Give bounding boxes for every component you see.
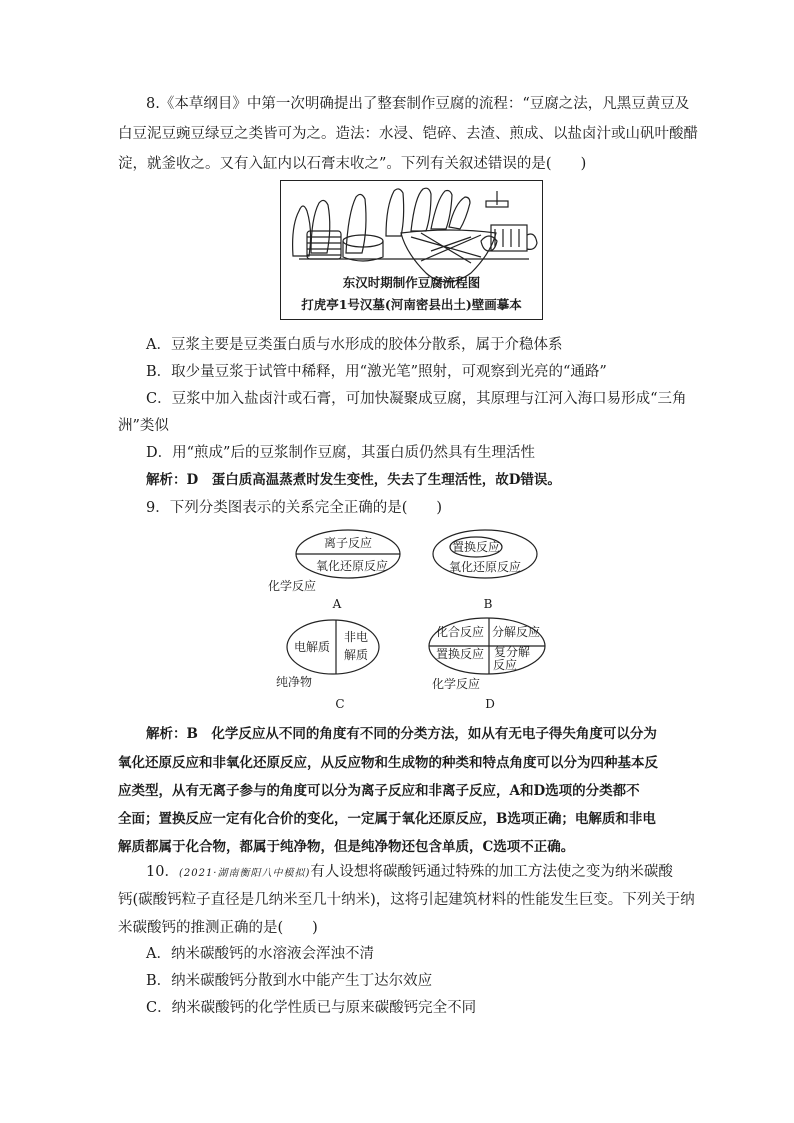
q8-option-c-line1: C．豆浆中加入盐卤汁或石膏，可加快凝聚成豆腐，其原理与江河入海口易形成“三角 [146, 391, 687, 407]
diagram-c-left-label: 电解质 [293, 640, 331, 654]
q8-analysis: 解析：D 蛋白质高温蒸煮时发生变性，失去了生理活性，故D错误。 [146, 472, 561, 488]
q10-stem-line2: 钙(碳酸钙粒子直径是几纳米至几十纳米)，这将引起建筑材料的性能发生巨变。下列关于纳 [118, 892, 695, 908]
diagram-c-outer-label: 纯净物 [276, 675, 313, 689]
q10-option-b: B．纳米碳酸钙分散到水中能产生丁达尔效应 [146, 973, 433, 989]
diagram-d-outer-label: 化学反应 [432, 677, 481, 691]
q10-stem-line1 [146, 862, 706, 884]
q10-source: (2021·湖南衡阳八中模拟) [178, 868, 311, 879]
diagram-c-letter: C [335, 697, 345, 711]
diagram-d-bl-label: 置换反应 [435, 647, 485, 661]
diagram-b-letter: B [483, 597, 493, 611]
q8-stem-line3: 淀，就釜收之。又有入缸内以石膏末收之”。下列有关叙述错误的是( ) [118, 156, 587, 172]
diagram-b-inner-label: 置换反应 [451, 540, 501, 554]
q9-stem: 9．下列分类图表示的关系完全正确的是( ) [146, 500, 443, 516]
diagram-d-letter: D [485, 697, 495, 711]
tofu-mural-figure [280, 180, 543, 320]
q9-analysis-line5: 解质都属于化合物，都属于纯净物，但是纯净物还包含单质，C选项不正确。 [118, 839, 575, 855]
figure-caption-source: 打虎亭1号汉墓(河南密县出土)壁画摹本 [301, 297, 522, 312]
classification-diagrams [250, 528, 570, 718]
q8-option-d: D．用“煎成”后的豆浆制作豆腐，其蛋白质仍然具有生理活性 [146, 445, 535, 461]
q10-stem-line3: 米碳酸钙的推测正确的是( ) [118, 920, 318, 936]
q10-stem-text: 有人设想将碳酸钙通过特殊的加工方法使之变为纳米碳酸 [310, 864, 673, 880]
q8-stem-line1: 8.《本草纲目》中第一次明确提出了整套制作豆腐的流程：“豆腐之法，凡黑豆黄豆及 [146, 96, 690, 112]
diagram-d-br-label2: 反应 [492, 658, 518, 672]
diagram-a-outer-label: 化学反应 [268, 579, 317, 593]
q8-stem-line2: 白豆泥豆豌豆绿豆之类皆可为之。造法：水浸、铠碎、去渣、煎成、以盐卤汁或山矾叶酸醋 [118, 126, 698, 142]
q9-analysis-line4: 全面；置换反应一定有化合价的变化，一定属于氧化还原反应，B选项正确；电解质和非电 [118, 811, 656, 827]
q9-analysis-line1: 解析：B 化学反应从不同的角度有不同的分类方法，如从有无电子得失角度可以分为 [146, 726, 657, 742]
diagram-c-right-label1: 非电 [343, 630, 369, 644]
diagram-a-top-label: 离子反应 [323, 536, 373, 550]
q9-analysis-line3: 应类型，从有无离子参与的角度可以分为离子反应和非离子反应，A和D选项的分类都不 [118, 783, 640, 799]
figure-caption-title: 东汉时期制作豆腐流程图 [342, 275, 481, 290]
diagram-c-right-label2: 解质 [343, 648, 369, 662]
q8-option-a: A．豆浆主要是豆类蛋白质与水形成的胶体分散系，属于介稳体系 [146, 337, 563, 353]
q10-option-a: A．纳米碳酸钙的水溶液会浑浊不清 [146, 946, 374, 962]
q10-number: 10． [146, 864, 179, 880]
diagram-d-tr-label: 分解反应 [491, 625, 541, 639]
diagram-d-br-label1: 复分解 [493, 645, 531, 659]
diagram-b-outer-label: 氧化还原反应 [448, 560, 522, 574]
q8-option-c-line2: 洲”类似 [118, 418, 169, 434]
diagram-a-letter: A [332, 597, 342, 611]
diagram-d-tl-label: 化合反应 [435, 625, 485, 639]
diagram-a-bottom-label: 氧化还原反应 [315, 559, 389, 573]
q10-option-c: C．纳米碳酸钙的化学性质已与原来碳酸钙完全不同 [146, 1000, 477, 1016]
q9-analysis-line2: 氧化还原反应和非氧化还原反应，从反应物和生成物的种类和特点角度可以分为四种基本反 [118, 755, 658, 771]
q8-option-b: B．取少量豆浆于试管中稀释，用“激光笔”照射，可观察到光亮的“通路” [146, 364, 607, 380]
